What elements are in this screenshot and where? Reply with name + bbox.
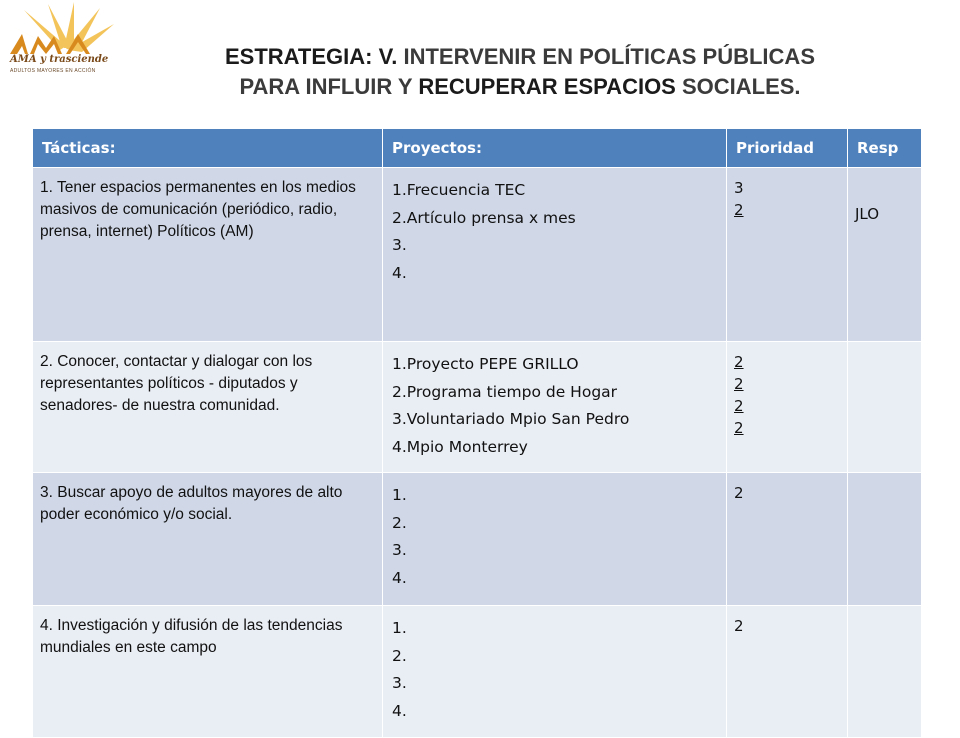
title-line-1 (120, 42, 920, 72)
project-item: 1.Proyecto PEPE GRILLO (392, 355, 579, 373)
project-item: 2.Programa tiempo de Hogar (392, 382, 618, 401)
project-item: 4.Mpio Monterrey (392, 437, 528, 456)
priority-value: 3 (734, 179, 744, 197)
project-item: 1.Frecuencia TEC (392, 181, 526, 199)
resp-cell: JLO (848, 168, 922, 342)
resp-cell (848, 342, 922, 473)
strategy-table (32, 128, 922, 738)
priority-cell (727, 473, 848, 606)
title-line-2 (120, 72, 920, 102)
project-item: 3. (392, 541, 407, 559)
project-item: 2.Artículo prensa x mes (392, 208, 576, 227)
priority-cell (727, 606, 848, 738)
tactic-cell: 4. Investigación y difusión de las tendencias mundiales en este campo (33, 606, 383, 738)
project-item: 3. (392, 674, 407, 692)
title-strategy-name-4: SOCIALES. (675, 74, 801, 99)
logo (4, 2, 116, 94)
projects-cell (383, 168, 727, 342)
project-item: 2. (392, 646, 407, 665)
resp-cell (848, 606, 922, 738)
project-item: 4. (392, 568, 407, 587)
table-header-row (33, 129, 922, 168)
tactic-cell: 2. Conocer, contactar y dialogar con los representantes políticos - diputados y senadores- de nuestra comunidad. (33, 342, 383, 473)
project-item: 4. (392, 701, 407, 720)
page-title (120, 42, 920, 102)
project-item: 1. (392, 486, 407, 504)
project-item: 1. (392, 619, 407, 637)
table-row (33, 342, 922, 473)
projects-cell (383, 342, 727, 473)
priority-cell (727, 168, 848, 342)
priority-value: 2 (734, 201, 744, 219)
header-prioridad: Prioridad (727, 129, 848, 168)
title-strategy-name-3: RECUPERAR ESPACIOS (418, 74, 676, 99)
priority-value: 2 (734, 617, 744, 635)
project-item: 3. (392, 236, 407, 254)
priority-value: 2 (734, 484, 744, 502)
header-resp: Resp (848, 129, 922, 168)
header-proyectos: Proyectos: (383, 129, 727, 168)
project-item: 2. (392, 513, 407, 532)
projects-cell (383, 473, 727, 606)
header-tacticas: Tácticas: (33, 129, 383, 168)
sun-logo-icon (4, 2, 116, 62)
project-item: 3.Voluntariado Mpio San Pedro (392, 410, 630, 428)
priority-cell (727, 342, 848, 473)
title-strategy-label: ESTRATEGIA: V. (224, 44, 404, 69)
tactic-cell: 1. Tener espacios permanentes en los medios masivos de comunicación (periódico, radio, prensa, internet) Políticos (AM) (33, 168, 383, 342)
title-strategy-name-1: INTERVENIR EN POLÍTICAS PÚBLICAS (403, 44, 815, 69)
table-row (33, 168, 922, 342)
logo-brand: AMA y trasciende (10, 54, 109, 65)
resp-cell (848, 473, 922, 606)
title-strategy-name-2: PARA INFLUIR Y (239, 74, 419, 99)
tactic-cell: 3. Buscar apoyo de adultos mayores de alto poder económico y/o social. (33, 473, 383, 606)
table-row (33, 606, 922, 738)
projects-cell (383, 606, 727, 738)
priority-value: 2 (734, 397, 744, 415)
table-row (33, 473, 922, 606)
priority-value: 2 (734, 375, 744, 393)
project-item: 4. (392, 263, 407, 282)
logo-subtitle: ADULTOS MAYORES EN ACCIÓN (10, 68, 96, 74)
priority-value: 2 (734, 419, 744, 437)
priority-value: 2 (734, 353, 744, 371)
